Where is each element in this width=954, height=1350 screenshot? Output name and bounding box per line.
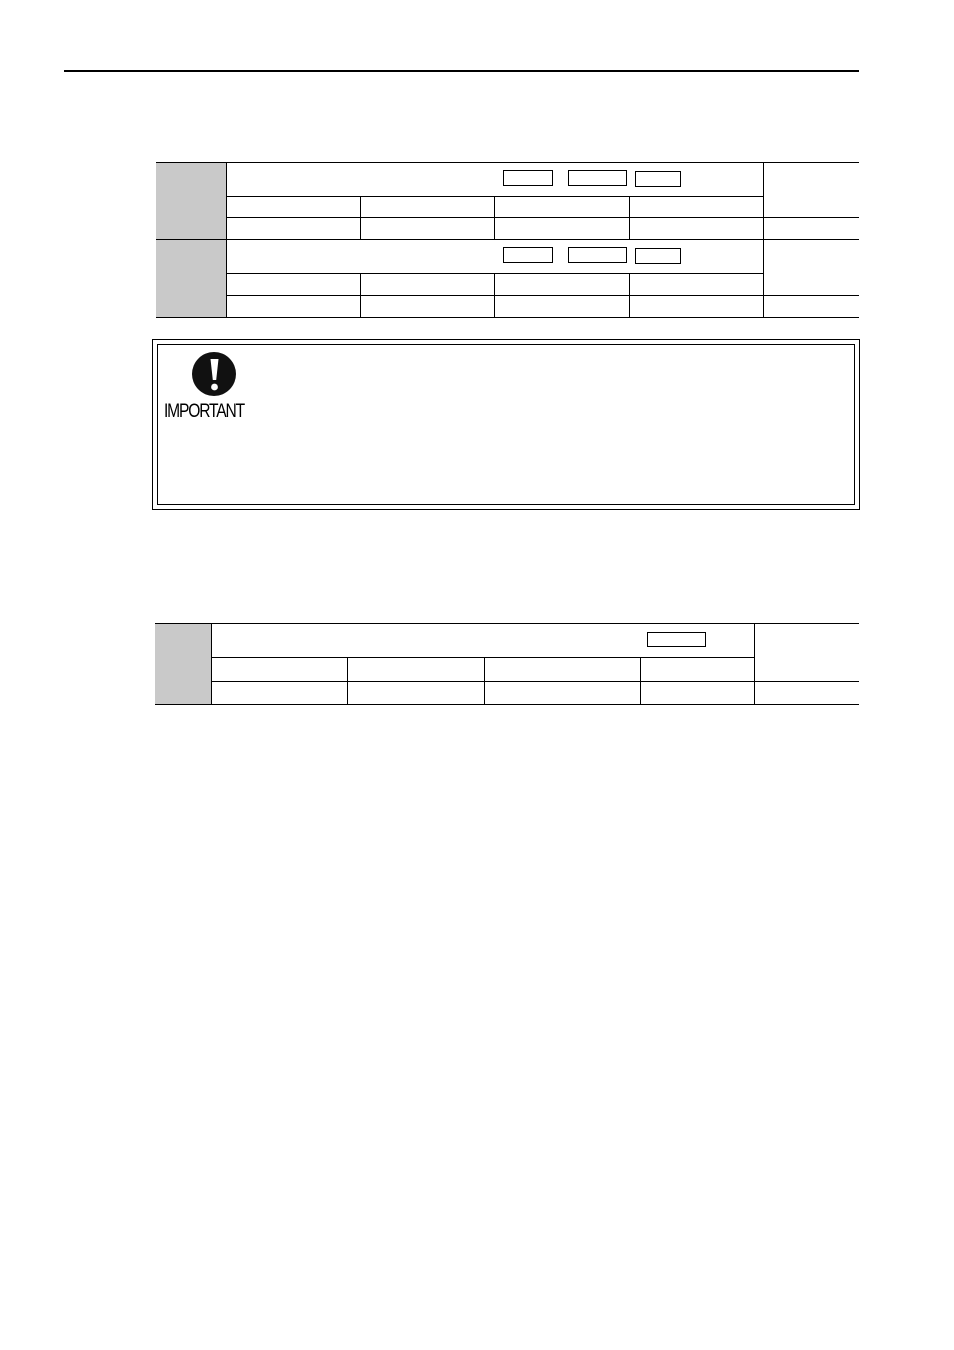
- parameter-number-cell: [156, 163, 226, 240]
- parameter-number-cell: [156, 240, 226, 318]
- important-notice-inner: [157, 344, 855, 505]
- page-top-rule: [64, 70, 859, 72]
- control-mode-tag: [568, 247, 627, 263]
- control-mode-tag: [647, 632, 706, 647]
- control-mode-tag: [503, 170, 553, 186]
- exclamation-circle-icon: [191, 351, 237, 397]
- control-mode-tag: [635, 171, 681, 187]
- control-mode-tag: [503, 247, 553, 263]
- control-mode-tag: [635, 248, 681, 264]
- parameter-number-cell: [155, 624, 211, 705]
- important-label: IMPORTANT: [164, 401, 244, 422]
- control-mode-tag: [568, 170, 627, 186]
